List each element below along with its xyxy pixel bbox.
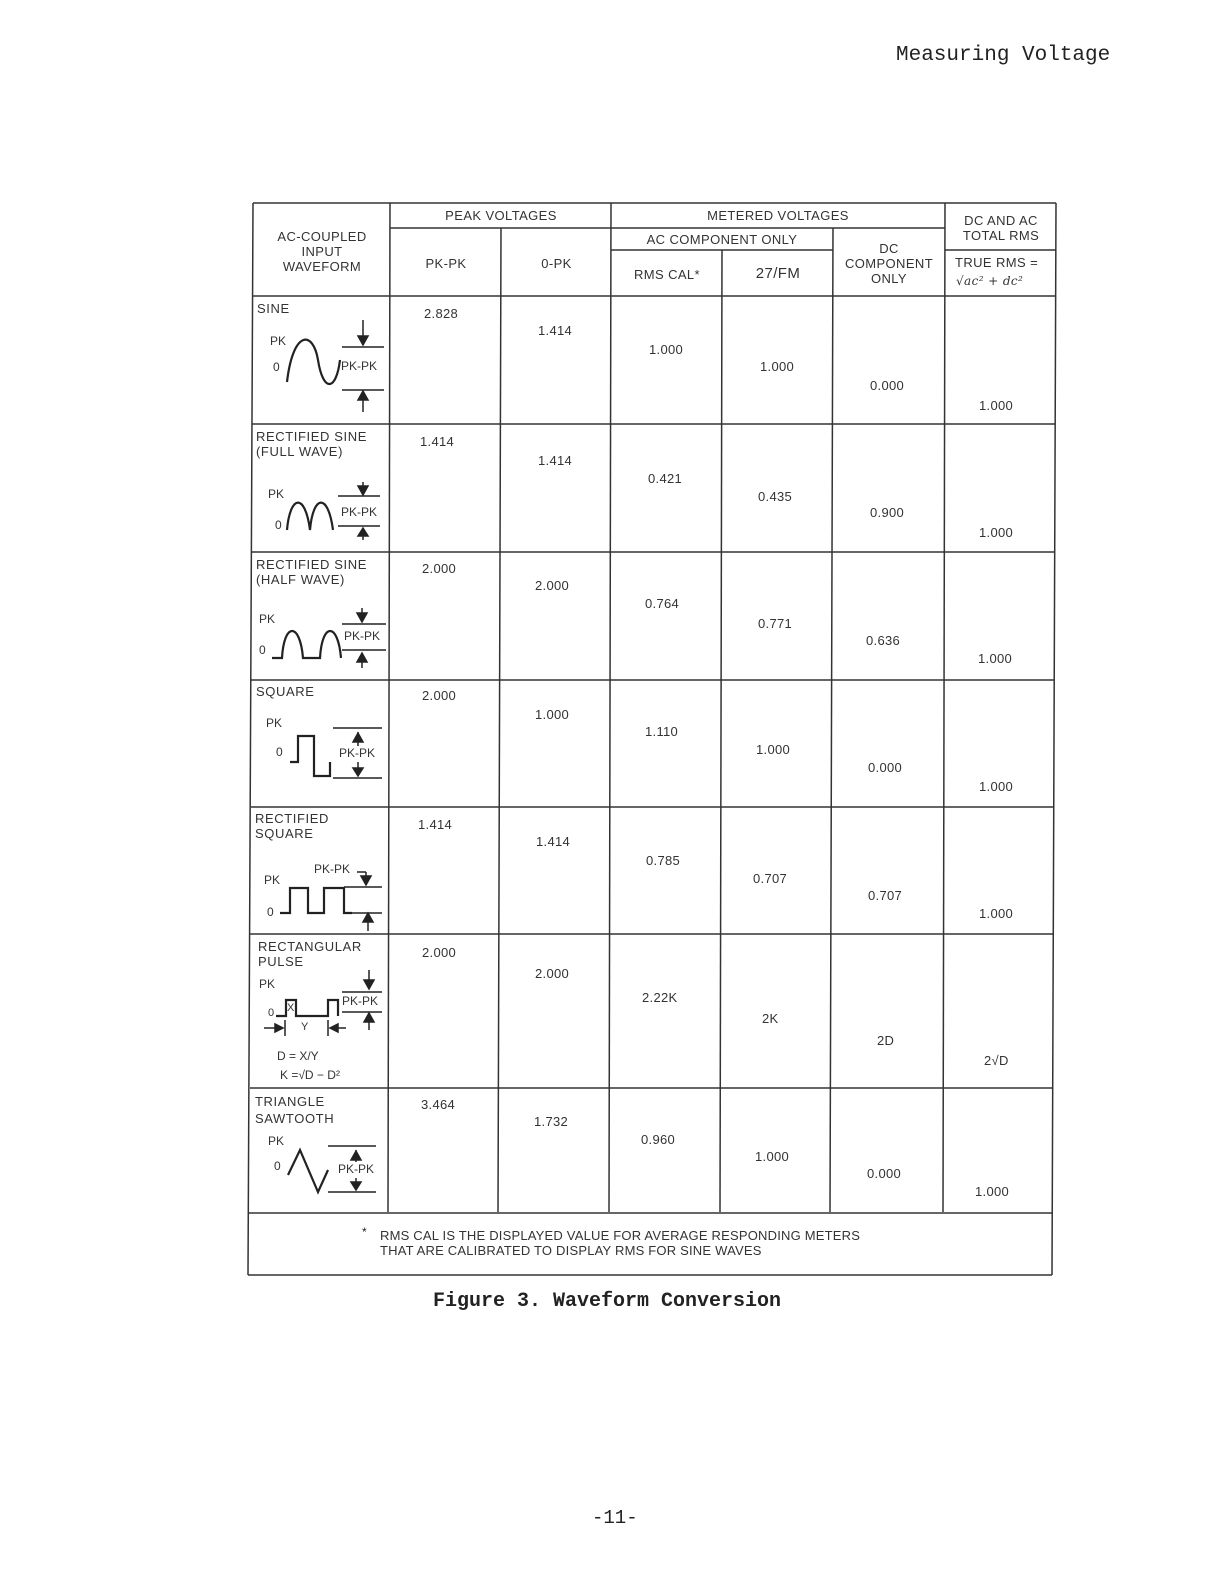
wave-pk-label: PK xyxy=(264,873,281,887)
wave-zero-label: 0 xyxy=(274,1159,281,1173)
cell-pkpk: 2.000 xyxy=(422,688,457,703)
cell-dc: 0.707 xyxy=(868,888,903,903)
page-header: Measuring Voltage xyxy=(896,44,1111,67)
cell-0pk: 2.000 xyxy=(535,966,570,981)
col-dc-header-line: DC xyxy=(879,241,899,256)
footnote-mark: * xyxy=(362,1225,367,1239)
wave-zero-label: 0 xyxy=(268,1007,275,1019)
wave-pkpk-label: PK-PK xyxy=(341,505,378,519)
col-dc-header xyxy=(834,241,944,286)
cell-dc: 0.900 xyxy=(870,505,905,520)
cell-pkpk: 2.000 xyxy=(422,561,457,576)
cell-dc: 0.000 xyxy=(867,1166,902,1181)
d-formula: D = X/Y xyxy=(277,1049,319,1063)
cell-total: 1.000 xyxy=(979,779,1014,794)
rectangular-pulse-waveform-icon xyxy=(276,1000,338,1016)
wave-pk-label: PK xyxy=(259,977,276,991)
cell-rmscal: 2.22K xyxy=(642,990,678,1005)
cell-27fm: 0.707 xyxy=(753,871,788,886)
row-name: SQUARE xyxy=(256,684,315,699)
wave-x-label: X xyxy=(287,1002,295,1014)
row-name: SINE xyxy=(257,301,290,316)
cell-0pk: 2.000 xyxy=(535,578,570,593)
cell-27fm: 1.000 xyxy=(755,1149,790,1164)
wave-pkpk-label: PK-PK xyxy=(338,1162,375,1176)
half-wave-waveform-icon xyxy=(272,631,341,658)
col-rmscal-header: RMS CAL* xyxy=(633,267,701,282)
cell-rmscal: 0.421 xyxy=(648,471,683,486)
row-name-line: PULSE xyxy=(258,954,304,969)
col-dc-header-line: ONLY xyxy=(870,271,908,286)
cell-rmscal: 1.000 xyxy=(649,342,684,357)
cell-pkpk: 2.828 xyxy=(424,306,459,321)
cell-27fm: 2K xyxy=(762,1011,779,1026)
cell-rmscal: 0.960 xyxy=(641,1132,676,1147)
col-pkpk-header: PK-PK xyxy=(425,256,467,271)
row-name-line: RECTIFIED xyxy=(255,811,330,826)
wave-zero-label: 0 xyxy=(275,518,282,532)
cell-dc: 0.636 xyxy=(866,633,901,648)
cell-0pk: 1.732 xyxy=(534,1114,569,1129)
true-rms-formula: √ac² + dc² xyxy=(956,274,1024,288)
cell-total: 2√D xyxy=(984,1053,1009,1068)
row-name-line: SAWTOOTH xyxy=(255,1111,335,1126)
cell-dc: 2D xyxy=(877,1033,895,1048)
col-total-header-line: TOTAL RMS xyxy=(962,228,1040,243)
wave-zero-label: 0 xyxy=(276,745,283,759)
peak-voltages-header: PEAK VOLTAGES xyxy=(445,208,557,223)
row-name xyxy=(255,1093,334,1127)
wave-pk-label: PK xyxy=(266,716,283,730)
metered-voltages-header: METERED VOLTAGES xyxy=(707,208,849,223)
wave-zero-label: 0 xyxy=(267,905,274,919)
col-dc-header-line: COMPONENT xyxy=(844,256,934,271)
row-name xyxy=(255,811,329,841)
col-total-header-line: DC AND AC xyxy=(964,213,1038,228)
wave-y-label: Y xyxy=(301,1021,309,1033)
k-formula: K =√D − D² xyxy=(280,1068,340,1082)
square-waveform-icon xyxy=(290,736,330,776)
cell-0pk: 1.414 xyxy=(538,453,573,468)
wave-pkpk-label: PK-PK xyxy=(314,862,351,876)
cell-rmscal: 0.764 xyxy=(645,596,680,611)
cell-0pk: 1.414 xyxy=(536,834,571,849)
col-input-header-line: AC-COUPLED xyxy=(277,229,367,244)
wave-zero-label: 0 xyxy=(259,643,266,657)
cell-pkpk: 1.414 xyxy=(418,817,453,832)
rectified-square-waveform-icon xyxy=(280,888,352,913)
col-0pk-header: 0-PK xyxy=(541,256,572,271)
cell-dc: 0.000 xyxy=(870,378,905,393)
cell-27fm: 0.435 xyxy=(758,489,793,504)
row-name-line: RECTANGULAR xyxy=(258,939,362,954)
col-27fm-header: 27/FM xyxy=(755,265,801,282)
row-name-line: TRIANGLE xyxy=(255,1094,325,1109)
cell-total: 1.000 xyxy=(979,525,1014,540)
cell-0pk: 1.000 xyxy=(535,707,570,722)
cell-pkpk: 2.000 xyxy=(422,945,457,960)
cell-dc: 0.000 xyxy=(868,760,903,775)
wave-pk-label: PK xyxy=(259,612,276,626)
footnote-line: THAT ARE CALIBRATED TO DISPLAY RMS FOR SINE WAVES xyxy=(380,1243,762,1258)
footnote-line: RMS CAL IS THE DISPLAYED VALUE FOR AVERAGE RESPONDING METERS xyxy=(380,1228,861,1243)
triangle-waveform-icon xyxy=(288,1150,328,1192)
cell-total: 1.000 xyxy=(975,1184,1010,1199)
row-name-line: SQUARE xyxy=(255,826,314,841)
ac-component-header: AC COMPONENT ONLY xyxy=(646,232,798,247)
full-wave-waveform-icon xyxy=(287,503,333,530)
cell-27fm: 1.000 xyxy=(760,359,795,374)
table-footnote xyxy=(380,1228,860,1258)
sine-waveform-icon xyxy=(287,340,340,384)
wave-pkpk-label: PK-PK xyxy=(339,746,376,760)
wave-pk-label: PK xyxy=(268,1134,285,1148)
row-name-line: RECTIFIED SINE xyxy=(256,429,367,444)
row-name xyxy=(256,557,367,587)
cell-total: 1.000 xyxy=(979,906,1014,921)
cell-27fm: 0.771 xyxy=(758,616,793,631)
wave-pkpk-label: PK-PK xyxy=(344,629,381,643)
wave-pkpk-label: PK-PK xyxy=(341,359,378,373)
row-name-line: (FULL WAVE) xyxy=(256,444,344,459)
row-name xyxy=(258,939,362,969)
cell-total: 1.000 xyxy=(979,398,1014,413)
wave-pk-label: PK xyxy=(268,487,285,501)
cell-rmscal: 1.110 xyxy=(645,724,679,739)
wave-pk-label: PK xyxy=(270,334,287,348)
col-total-header xyxy=(946,213,1056,243)
wave-zero-label: 0 xyxy=(273,360,280,374)
row-name-line: (HALF WAVE) xyxy=(256,572,345,587)
row-name-line: RECTIFIED SINE xyxy=(256,557,367,572)
cell-total: 1.000 xyxy=(978,651,1013,666)
col-input-header-line: INPUT xyxy=(301,244,343,259)
cell-pkpk: 1.414 xyxy=(420,434,455,449)
wave-pkpk-label: PK-PK xyxy=(342,994,379,1008)
cell-0pk: 1.414 xyxy=(538,323,573,338)
true-rms-label: TRUE RMS = xyxy=(955,255,1039,270)
row-name xyxy=(256,429,367,459)
cell-27fm: 1.000 xyxy=(756,742,791,757)
page-number: -11- xyxy=(592,1507,638,1529)
figure-caption: Figure 3. Waveform Conversion xyxy=(433,1290,782,1313)
cell-rmscal: 0.785 xyxy=(646,853,681,868)
col-input-header xyxy=(262,229,382,274)
cell-pkpk: 3.464 xyxy=(421,1097,456,1112)
col-input-header-line: WAVEFORM xyxy=(282,259,362,274)
